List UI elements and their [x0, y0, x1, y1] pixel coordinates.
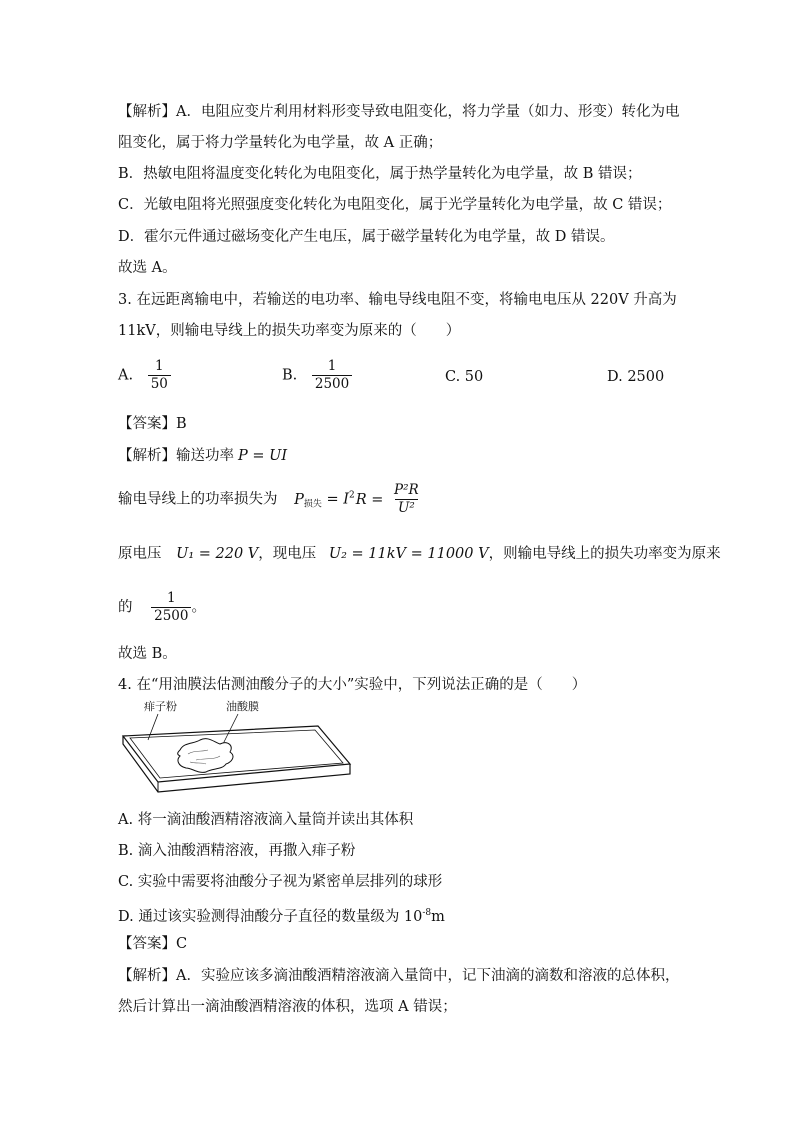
q3-option-a — [118, 358, 171, 393]
fig-label-powder: 痱子粉 — [144, 700, 177, 713]
option-label: A. — [118, 367, 134, 384]
q4-stem: 4. 在“用油膜法估测油酸分子的大小”实验中，下列说法正确的是（ ） — [118, 677, 587, 693]
q4-answer: 【答案】C — [118, 936, 188, 952]
leader-powder — [148, 714, 158, 740]
q3-stem-line-1: 3. 在远距离输电中，若输送的电功率、输电导线电阻不变，将输电电压从 220V 升高为 — [118, 292, 677, 308]
option-label: B. — [282, 367, 298, 384]
q3-explanation-power: 【解析】输送功率 P = UI — [118, 448, 288, 464]
q3-voltage-line: 原电压 U₁ = 220 V，现电压 U₂ = 11kV = 11000 V，则输电导线上的损失功率变为原来 — [118, 546, 721, 562]
analysis-line-5: D．霍尔元件通过磁场变化产生电压，属于磁学量转化为电学量，故 D 错误。 — [118, 229, 615, 245]
analysis-line-1: 【解析】A．电阻应变片利用材料形变导致电阻变化，将力学量（如力、形变）转化为电 — [118, 104, 680, 120]
q4-option-b: B. 滴入油酸酒精溶液，再撒入痱子粉 — [118, 843, 356, 859]
analysis-line-2: 阻变化，属于将力学量转化为电学量，故 A 正确； — [118, 135, 443, 151]
q3-power-loss-line: 输电导线上的功率损失为 $P_{损失} = I^2R$ = $\frac{\text{P²R}}{\text{U²}}$ — [118, 482, 422, 517]
fraction: $\frac{\text{P²R}}{\text{U²}}$ — [394, 482, 419, 516]
analysis-line-4: C．光敏电阻将光照强度变化转化为电阻变化，属于光学量转化为电学量，故 C 错误； — [118, 197, 672, 213]
q3-option-b — [282, 358, 352, 393]
fraction: $\frac{1}{2500}$ — [312, 358, 352, 393]
tray-side — [123, 736, 350, 792]
q3-stem-line-2: 11kV，则输电导线上的损失功率变为原来的（ ） — [118, 323, 461, 339]
oil-film-tray-figure — [118, 698, 358, 800]
q3-result-line: 的 $\frac{1}{2500}$ 。 — [118, 590, 206, 624]
oil-film-blob — [178, 739, 233, 773]
q3-answer: 【答案】B — [118, 416, 187, 432]
fraction: $\frac{1}{2500}$ — [151, 590, 191, 625]
q3-option-c: C. 50 — [445, 369, 484, 385]
tray-inner-rim — [130, 730, 343, 778]
q4-option-c: C. 实验中需要将油酸分子视为紧密单层排列的球形 — [118, 874, 443, 890]
fraction: $\frac{1}{50}$ — [148, 358, 171, 393]
q4-explanation-line-1: 【解析】A．实验应该多滴油酸酒精溶液滴入量筒中，记下油滴的滴数和溶液的总体积， — [118, 968, 680, 984]
q4-explanation-line-2: 然后计算出一滴油酸酒精溶液的体积，选项 A 错误； — [118, 999, 457, 1015]
q4-option-d: D. 通过该实验测得油酸分子直径的数量级为 $10^{-8}m$ — [118, 908, 445, 925]
q4-option-a: A. 将一滴油酸酒精溶液滴入量筒并读出其体积 — [118, 812, 414, 828]
q3-option-d: D. 2500 — [607, 369, 665, 385]
choose-line: 故选 A。 — [118, 260, 177, 276]
fig-label-oil-film: 油酸膜 — [226, 700, 259, 713]
analysis-line-3: B．热敏电阻将温度变化转化为电阻变化，属于热学量转化为电学量，故 B 错误； — [118, 166, 642, 182]
q3-choose: 故选 B。 — [118, 646, 177, 662]
